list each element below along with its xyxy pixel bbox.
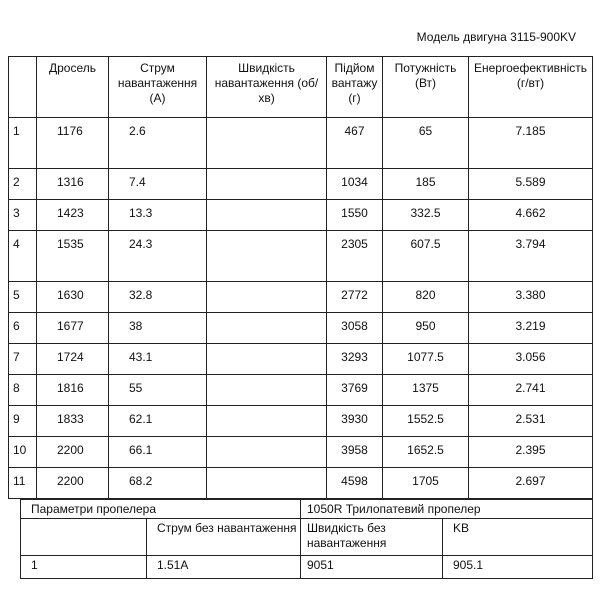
propeller-header-speed: Швидкість без навантаження <box>301 519 443 556</box>
propeller-row-kv: 905.1 <box>443 556 593 579</box>
row-speed <box>207 468 327 499</box>
row-speed <box>207 200 327 231</box>
row-efficiency: 4.662 <box>469 200 593 231</box>
row-index: 10 <box>9 437 37 468</box>
row-power: 950 <box>383 313 469 344</box>
row-current: 38 <box>109 313 207 344</box>
row-index: 1 <box>9 118 37 169</box>
row-efficiency: 2.697 <box>469 468 593 499</box>
header-speed: Швидкість навантаження (об/хв) <box>207 57 327 118</box>
row-power: 1077.5 <box>383 344 469 375</box>
motor-model-caption: Модель двигуна 3115-900KV <box>416 30 576 44</box>
row-power: 607.5 <box>383 231 469 282</box>
row-efficiency: 5.589 <box>469 169 593 200</box>
row-power: 185 <box>383 169 469 200</box>
propeller-row-speed: 9051 <box>301 556 443 579</box>
row-current: 68.2 <box>109 468 207 499</box>
row-current: 55 <box>109 375 207 406</box>
row-current: 43.1 <box>109 344 207 375</box>
table-header-row <box>9 57 593 118</box>
row-efficiency: 3.380 <box>469 282 593 313</box>
table-row <box>9 313 593 344</box>
row-lift: 3293 <box>327 344 383 375</box>
row-lift: 3930 <box>327 406 383 437</box>
header-power: Потужність (Вт) <box>383 57 469 118</box>
row-speed <box>207 344 327 375</box>
row-index: 4 <box>9 231 37 282</box>
row-current: 24.3 <box>109 231 207 282</box>
row-current: 66.1 <box>109 437 207 468</box>
row-lift: 1550 <box>327 200 383 231</box>
propeller-title-row <box>21 500 593 519</box>
row-efficiency: 3.219 <box>469 313 593 344</box>
row-throttle: 1724 <box>37 344 109 375</box>
propeller-row-current: 1.51A <box>147 556 301 579</box>
row-lift: 3958 <box>327 437 383 468</box>
row-throttle: 1316 <box>37 169 109 200</box>
row-speed <box>207 118 327 169</box>
row-throttle: 2200 <box>37 468 109 499</box>
header-throttle: Дросель <box>37 57 109 118</box>
row-lift: 4598 <box>327 468 383 499</box>
row-throttle: 2200 <box>37 437 109 468</box>
table-row <box>9 375 593 406</box>
row-index: 11 <box>9 468 37 499</box>
row-lift: 2772 <box>327 282 383 313</box>
row-power: 1652.5 <box>383 437 469 468</box>
table-row <box>9 468 593 499</box>
propeller-table <box>20 499 593 579</box>
row-lift: 3058 <box>327 313 383 344</box>
propeller-header-empty <box>21 519 147 556</box>
row-current: 13.3 <box>109 200 207 231</box>
table-row <box>9 437 593 468</box>
row-efficiency: 2.531 <box>469 406 593 437</box>
row-efficiency: 2.741 <box>469 375 593 406</box>
row-speed <box>207 282 327 313</box>
motor-test-table <box>8 56 593 499</box>
row-speed <box>207 231 327 282</box>
row-index: 6 <box>9 313 37 344</box>
row-power: 1705 <box>383 468 469 499</box>
row-throttle: 1677 <box>37 313 109 344</box>
propeller-row-index: 1 <box>21 556 147 579</box>
row-speed <box>207 375 327 406</box>
header-current: Струм навантаження (А) <box>109 57 207 118</box>
row-speed <box>207 406 327 437</box>
row-current: 32.8 <box>109 282 207 313</box>
table-row <box>9 406 593 437</box>
row-throttle: 1535 <box>37 231 109 282</box>
row-index: 7 <box>9 344 37 375</box>
table-row <box>9 200 593 231</box>
row-throttle: 1423 <box>37 200 109 231</box>
row-power: 820 <box>383 282 469 313</box>
row-speed <box>207 313 327 344</box>
row-efficiency: 7.185 <box>469 118 593 169</box>
row-lift: 3769 <box>327 375 383 406</box>
row-current: 62.1 <box>109 406 207 437</box>
row-throttle: 1816 <box>37 375 109 406</box>
row-efficiency: 3.056 <box>469 344 593 375</box>
row-lift: 467 <box>327 118 383 169</box>
table-row <box>9 282 593 313</box>
row-efficiency: 2.395 <box>469 437 593 468</box>
row-speed <box>207 169 327 200</box>
propeller-header-current: Струм без навантаження <box>147 519 301 556</box>
row-power: 1552.5 <box>383 406 469 437</box>
propeller-model-title: 1050R Трилопатевий пропелер <box>301 500 593 519</box>
table-row <box>9 169 593 200</box>
row-lift: 2305 <box>327 231 383 282</box>
row-speed <box>207 437 327 468</box>
row-index: 3 <box>9 200 37 231</box>
propeller-params-title: Параметри пропелера <box>21 500 301 519</box>
row-throttle: 1630 <box>37 282 109 313</box>
row-throttle: 1176 <box>37 118 109 169</box>
propeller-header-row <box>21 519 593 556</box>
header-efficiency: Енергоефективність (г/вт) <box>469 57 593 118</box>
row-power: 65 <box>383 118 469 169</box>
row-throttle: 1833 <box>37 406 109 437</box>
row-power: 1375 <box>383 375 469 406</box>
header-lift: Підйом вантажу (г) <box>327 57 383 118</box>
table-row <box>9 118 593 169</box>
row-efficiency: 3.794 <box>469 231 593 282</box>
propeller-header-kv: KB <box>443 519 593 556</box>
row-index: 9 <box>9 406 37 437</box>
row-index: 5 <box>9 282 37 313</box>
row-current: 7.4 <box>109 169 207 200</box>
row-index: 8 <box>9 375 37 406</box>
table-row <box>9 231 593 282</box>
row-index: 2 <box>9 169 37 200</box>
table-row <box>9 344 593 375</box>
row-power: 332.5 <box>383 200 469 231</box>
row-current: 2.6 <box>109 118 207 169</box>
header-index <box>9 57 37 118</box>
propeller-data-row <box>21 556 593 579</box>
row-lift: 1034 <box>327 169 383 200</box>
